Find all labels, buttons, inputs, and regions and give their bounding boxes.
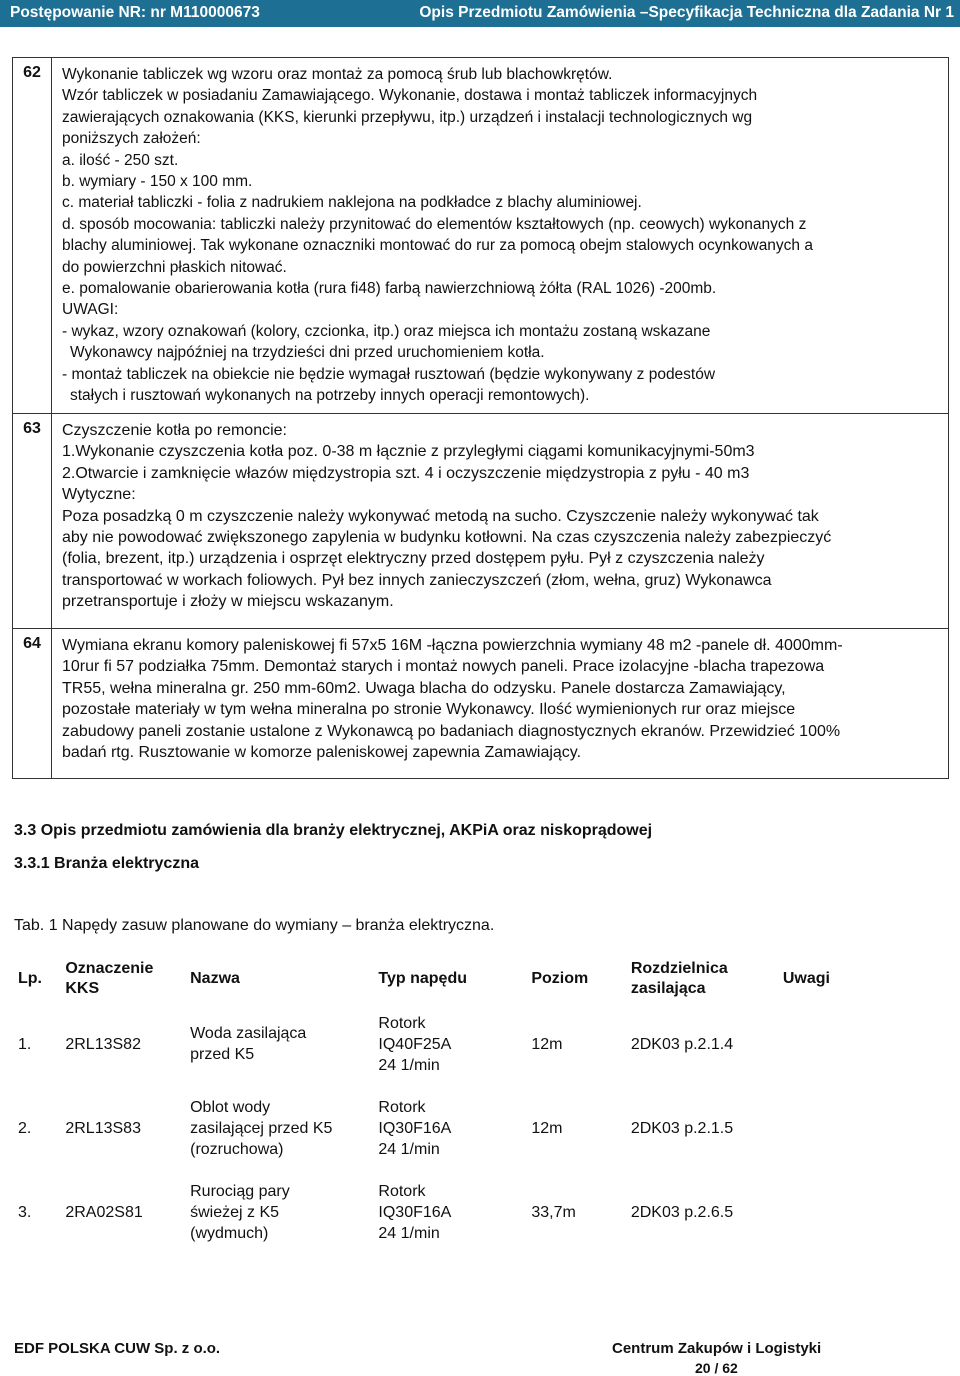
cell-typ [374,1086,527,1170]
cell-line: Rurociąg pary [190,1182,290,1200]
cell-lp: 1. [18,1035,32,1053]
cell-poziom: 33,7m [531,1203,576,1221]
items-table [12,57,949,779]
column-header-lp: Lp. [18,970,42,987]
item-line: a. ilość - 250 szt. [62,151,179,169]
table-row [14,1170,834,1254]
cell-line: 24 1/min [378,1056,440,1074]
item-line: 2.Otwarcie i zamknięcie włazów międzystropia szt. 4 i oczyszczenie międzystropia z pyłu - 40 m3 [62,464,750,482]
cell-line: IQ30F16A [378,1203,452,1221]
cell-poziom: 12m [531,1035,563,1053]
table-row [14,1002,834,1086]
item-line: TR55, wełna mineralna gr. 250 mm-60m2. Uwaga blacha do odzysku. Panele dostarcza Zamawiający, [62,679,786,697]
item-number: 63 [13,414,52,629]
cell-poziom: 12m [531,1119,563,1137]
cell-kks: 2RL13S83 [65,1119,141,1137]
column-header-typ: Typ napędu [378,970,467,987]
cell-line: 24 1/min [378,1140,440,1158]
cell-line: (rozruchowa) [190,1140,284,1158]
header-document-title: Opis Przedmiotu Zamówienia –Specyfikacja Techniczna dla Zadania Nr 1 [419,4,954,21]
cell-line: przed K5 [190,1046,255,1063]
cell-typ [374,1170,527,1254]
column-header-nazwa: Nazwa [190,970,240,987]
cell-rozdzielnica: 2DK03 p.2.1.4 [630,1035,734,1053]
cell-nazwa [186,1086,374,1170]
column-header-poziom: Poziom [531,970,589,987]
cell-line: 24 1/min [378,1224,440,1242]
item-line: 10rur fi 57 podziałka 75mm. Demontaż starych i montaż nowych paneli. Prace izolacyjne -blacha trapezowa [62,658,825,676]
column-header-kks [61,956,186,1002]
item-line: Wykonawcy najpóźniej na trzydzieści dni przed uruchomieniem kotła. [70,344,545,362]
cell-line: Rotork [378,1014,426,1032]
cell-lp: 2. [18,1119,32,1137]
item-description [52,58,949,414]
cell-lp: 3. [18,1203,32,1221]
item-line: badań rtg. Rusztowanie w komorze paleniskowej zapewnia Zamawiający. [62,744,582,762]
section-heading-3-3: 3.3 Opis przedmiotu zamówienia dla branży elektrycznej, AKPiA oraz niskoprądowej [14,822,653,839]
column-header-kks-line1: Oznaczenie [65,960,154,977]
item-line: e. pomalowanie obarierowania kotła (rura fi48) farbą nawierzchniową żółta (RAL 1026) -200mb. [62,280,717,298]
item-line: - montaż tabliczek na obiekcie nie będzie wymagał rusztowań (będzie wykonywany z podestów [62,365,716,383]
item-line: Poza posadzką 0 m czyszczenie należy wykonywać metodą na sucho. Czyszczenie należy wykonywać tak [62,507,819,525]
item-line: Wykonanie tabliczek wg wzoru oraz montaż za pomocą śrub lub blachowkrętów. [62,66,613,83]
table-row [13,629,949,779]
page-header [0,0,960,27]
cell-line: Rotork [378,1182,426,1200]
column-header-uwagi: Uwagi [782,970,830,987]
item-line: transportować w workach foliowych. Pył bez innych zanieczyszczeń (złom, wełna, gruz) Wykonawca [62,571,772,589]
cell-line: zasilającej przed K5 [190,1119,333,1137]
item-line: do powierzchni płaskich nitować. [62,258,287,276]
cell-uwagi [779,1002,834,1086]
cell-nazwa [186,1002,374,1086]
footer-department: Centrum Zakupów i Logistyki [612,1340,822,1357]
section-heading-3-3-1: 3.3.1 Branża elektryczna [14,855,199,872]
cell-line: Rotork [378,1098,426,1116]
item-line: stałych i rusztowań wykonanych na potrzeby innych operacji remontowych). [70,387,590,405]
table-row [13,58,949,414]
item-line: Wytyczne: [62,486,136,504]
table-row [14,1086,834,1170]
cell-line: świeżej z K5 [190,1203,280,1221]
item-line: Wymiana ekranu komory paleniskowej fi 57x5 16M -łączna powierzchnia wymiany 48 m2 -panele dł. 4000mm- [62,637,843,654]
item-line: Wzór tabliczek w posiadaniu Zamawiającego. Wykonanie, dostawa i montaż tabliczek informacyjnych [62,87,758,105]
cell-kks: 2RA02S81 [65,1203,143,1221]
item-line: d. sposób mocowania: tabliczki należy przynitować do elementów kształtowych (np. ceowych) wykonanych z [62,215,807,233]
item-line: zawierających oznakowania (KKS, kierunki przepływu, itp.) urządzeń i instalacji technologicznych wg [62,108,753,126]
cell-uwagi [779,1086,834,1170]
cell-kks: 2RL13S82 [65,1035,141,1053]
cell-line: Oblot wody [190,1098,271,1116]
cell-rozdzielnica: 2DK03 p.2.6.5 [630,1203,734,1221]
item-line: 1.Wykonanie czyszczenia kotła poz. 0-38 m łącznie z przyległymi ciągami komunikacyjnymi-50m3 [62,443,755,461]
cell-uwagi [779,1170,834,1254]
item-line: poniższych założeń: [62,130,201,148]
item-description [52,629,949,779]
item-line: - wykaz, wzory oznakowań (kolory, czcionka, itp.) oraz miejsca ich montażu zostaną wskazane [62,322,711,340]
cell-line: Woda zasilająca [190,1025,307,1042]
table-row [13,414,949,629]
header-procedure-number: Postępowanie NR: nr M110000673 [10,4,260,21]
table-header-row [14,956,834,1002]
column-header-rozdzielnica [627,956,779,1002]
item-description [52,414,949,629]
item-line: (folia, brezent, itp.) urządzenia i osprzęt elektryczny przed dostępem pyłu. Pył z czyszczenia należy [62,550,765,568]
table-caption: Tab. 1 Napędy zasuw planowane do wymiany – branża elektryczna. [14,917,495,934]
drives-table [14,956,834,1254]
footer-company: EDF POLSKA CUW Sp. z o.o. [14,1340,221,1357]
item-number: 64 [13,629,52,779]
page-number: 20 / 62 [695,1360,738,1376]
item-line: b. wymiary - 150 x 100 mm. [62,173,253,191]
column-header-rozdzielnica-line2: zasilająca [630,980,706,997]
cell-line: (wydmuch) [190,1224,269,1242]
cell-typ [374,1002,527,1086]
item-line: UWAGI: [62,301,119,319]
column-header-rozdzielnica-line1: Rozdzielnica [630,960,728,977]
item-line: c. materiał tabliczki - folia z nadrukiem naklejona na podkładce z blachy aluminiowej. [62,194,642,212]
item-line: blachy aluminiowej. Tak wykonane oznaczniki montować do rur za pomocą obejm stalowych ocynkowanych a [62,237,813,255]
item-number: 62 [13,58,52,414]
item-line: aby nie powodować zwiększonego zapylenia w budynku kotłowni. Na czas czyszczenia należy zabezpieczyć [62,529,832,547]
item-line: Czyszczenie kotła po remoncie: [62,422,287,439]
cell-line: IQ30F16A [378,1119,452,1137]
cell-rozdzielnica: 2DK03 p.2.1.5 [630,1119,734,1137]
item-line: przetransportuje i złoży w miejscu wskazanym. [62,593,394,611]
cell-nazwa [186,1170,374,1254]
cell-line: IQ40F25A [378,1035,452,1053]
item-line: zabudowy paneli zostanie ustalone z Wykonawcą po badaniach diagnostycznych ekranów. Przewidzieć 100% [62,722,841,740]
item-line: pozostałe materiały w tym wełna mineralna po stronie Wykonawcy. Ilość wymienionych rur oraz miejsce [62,701,796,719]
column-header-kks-line2: KKS [65,980,100,997]
